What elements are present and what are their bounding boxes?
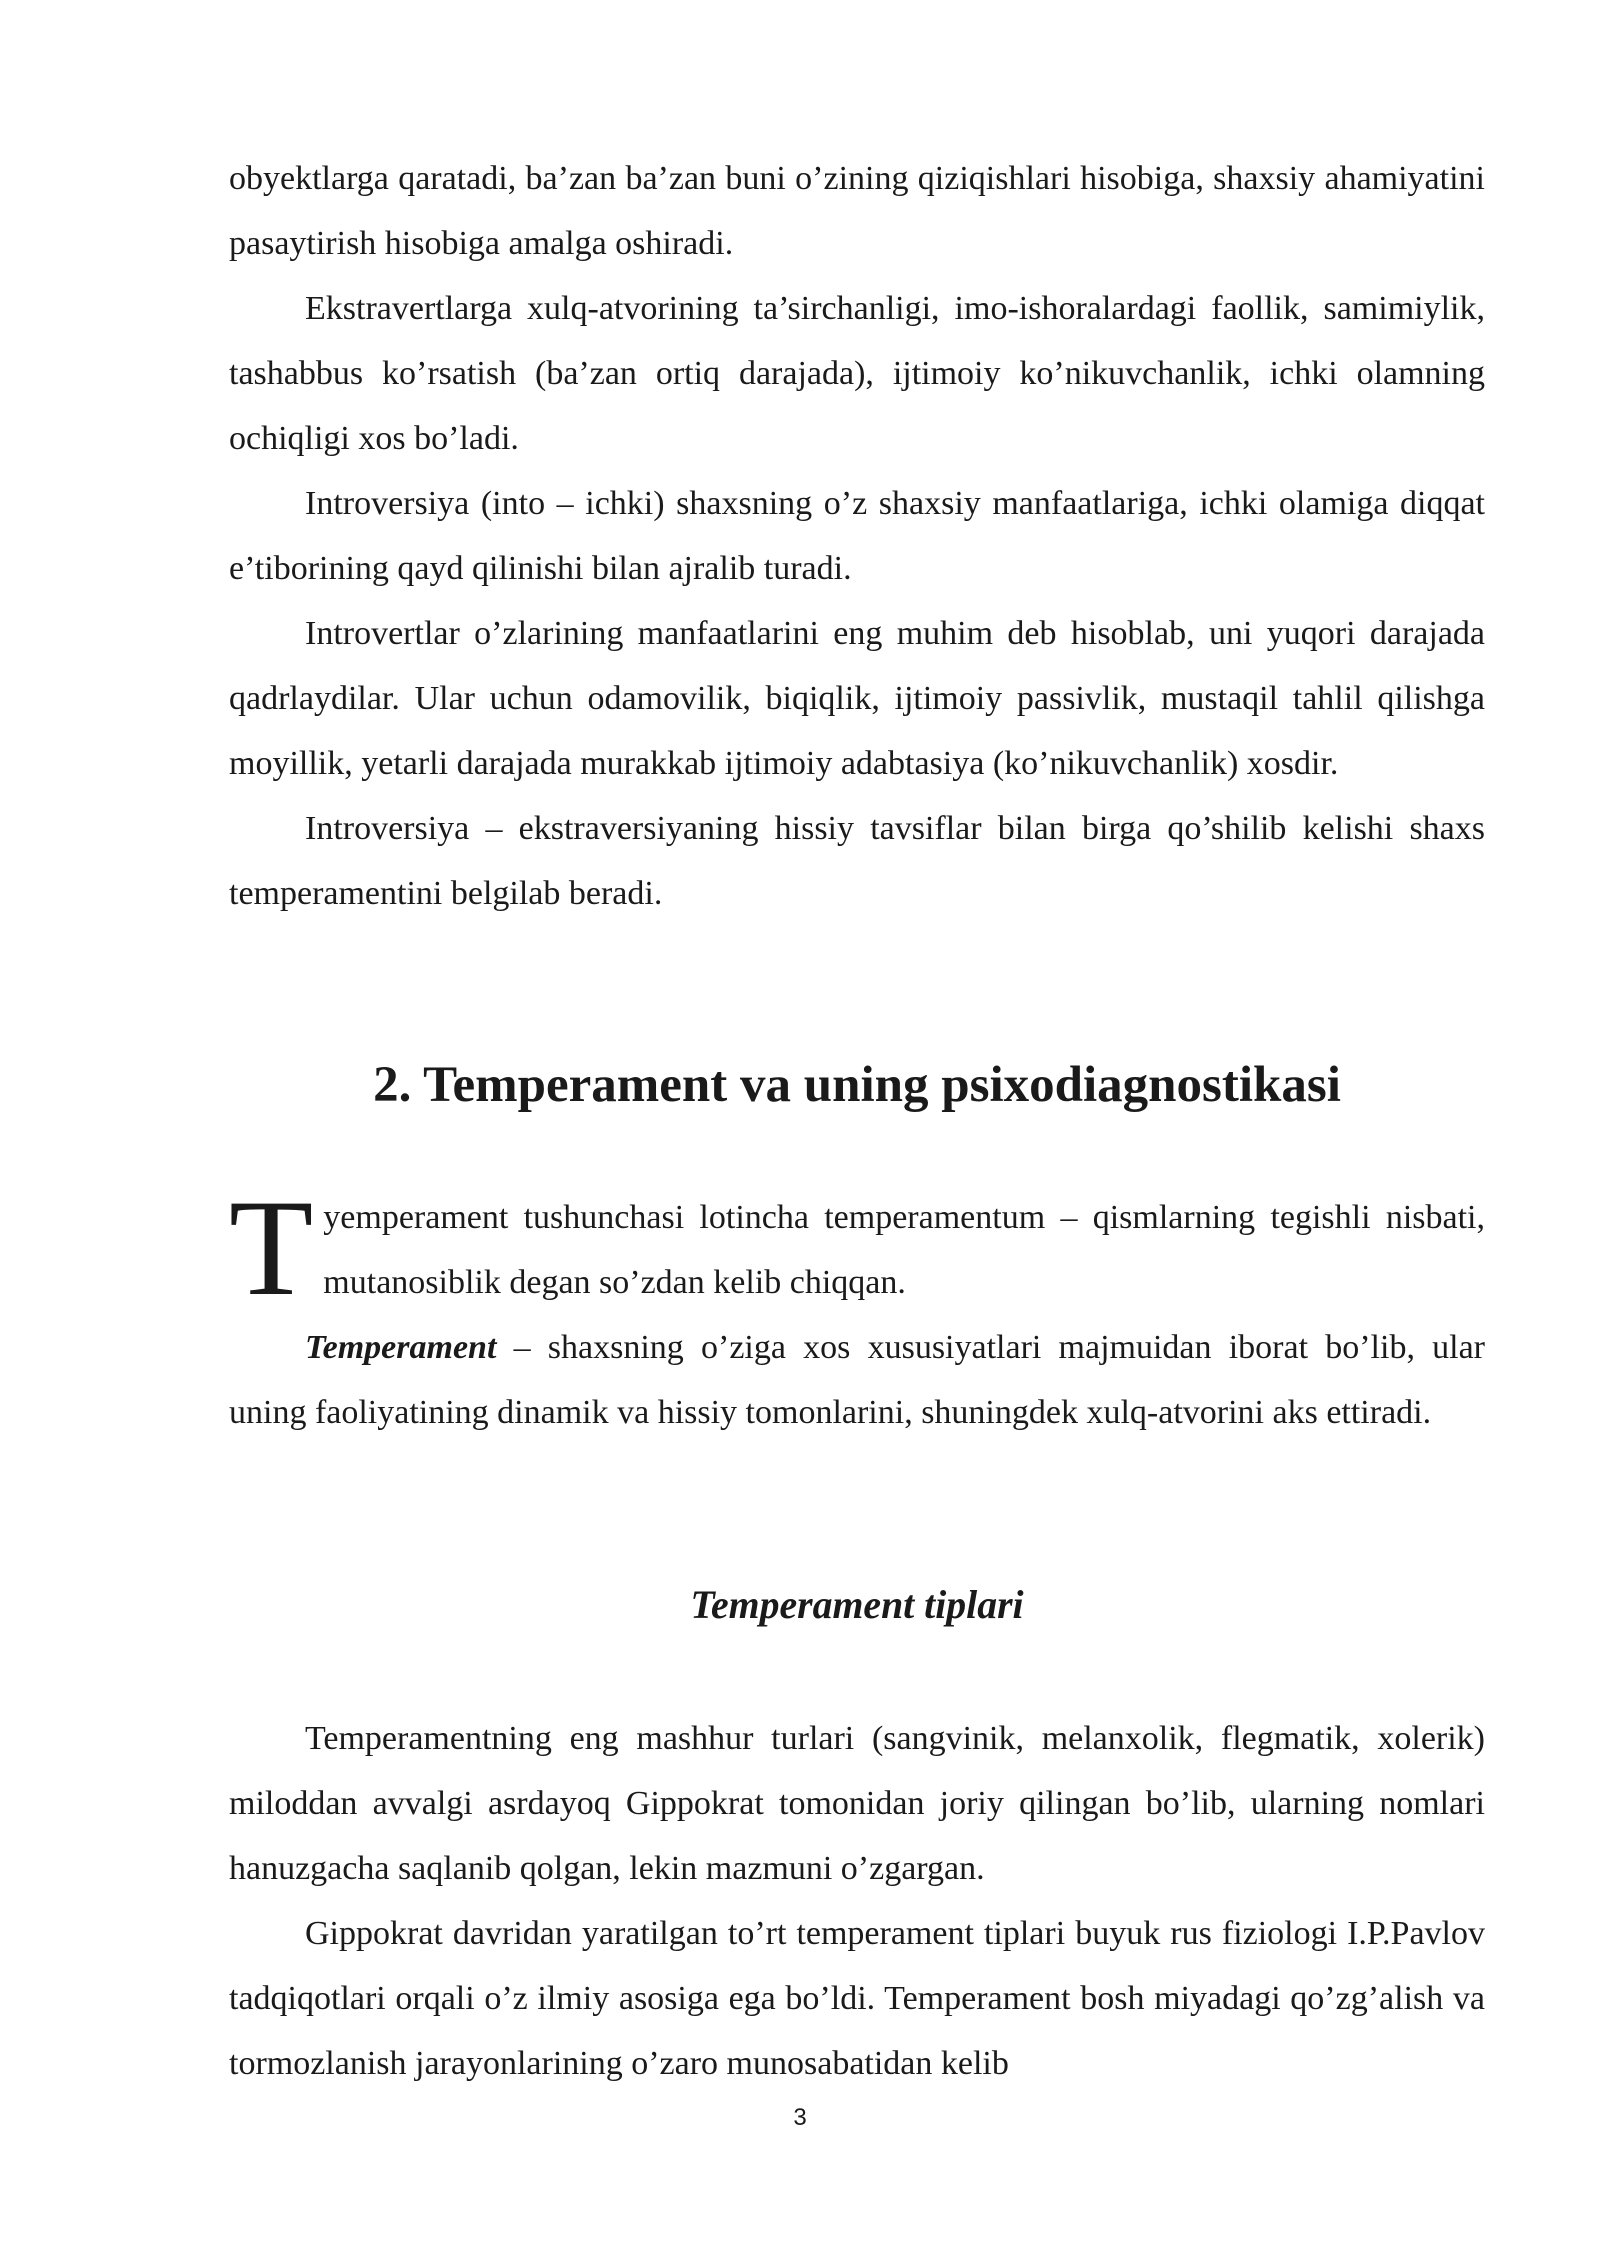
definition-term: Temperament xyxy=(305,1329,497,1366)
subsection-heading: Temperament tiplari xyxy=(690,1583,1024,1627)
paragraph-introversion-extraversion: Introversiya – ekstraversiyaning hissiy tavsiflar bilan birga qo’shilib kelishi shaxs temperamentini belgilab beradi. xyxy=(229,810,1485,912)
paragraph-pavlov: Gippokrat davridan yaratilgan to’rt temperament tiplari buyuk rus fiziologi I.P.Pavlov tadqiqotlari orqali o’z ilmiy asosiga ega bo’ldi. Temperament bosh miyadagi qo’zg’alish va tormozlanish jarayonlarining o’zaro munosabatidan kelib xyxy=(229,1915,1485,2082)
section-heading: 2. Temperament va uning psixodiagnostikasi xyxy=(373,1057,1341,1113)
paragraph-introverts: Introvertlar o’zlarining manfaatlarini eng muhim deb hisoblab, uni yuqori darajada qadrlaydilar. Ular uchun odamovilik, biqiqlik, ijtimoiy passivlik, mustaqil tahlil qilishga moyillik, yetarli darajada murakkab ijtimoiy adabtasiya (ko’nikuvchanlik) xosdir. xyxy=(229,615,1485,782)
section-3-text xyxy=(229,1706,1485,2096)
etymology-text: yemperament tushunchasi lotincha temperamentum – qismlarning tegishli nisbati, mutanosiblik degan so’zdan kelib chiqqan. xyxy=(323,1199,1485,1301)
page-number: 3 xyxy=(793,2104,807,2131)
drop-cap-letter: T xyxy=(229,1171,314,1324)
section-1-text xyxy=(229,146,1485,926)
paragraph-introversion: Introversiya (into – ichki) shaxsning o’z shaxsiy manfaatlariga, ichki olamiga diqqat e’tiborining qayd qilinishi bilan ajralib turadi. xyxy=(229,485,1485,587)
definition-text: – shaxsning o’ziga xos xususiyatlari majmuidan iborat bo’lib, ular uning faoliyatining dinamik va hissiy tomonlarini, shuningdek xulq-atvorini aks ettiradi. xyxy=(229,1329,1485,1431)
section-2-text xyxy=(229,1171,1485,1445)
paragraph-extraverts: Ekstravertlarga xulq-atvorining ta’sirchanligi, imo-ishoralardagi faollik, samimiylik, tashabbus ko’rsatish (ba’zan ortiq darajada), ijtimoiy ko’nikuvchanlik, ichki olamning ochiqligi xos bo’ladi. xyxy=(229,290,1485,457)
paragraph-temperament-types: Temperamentning eng mashhur turlari (sangvinik, melanxolik, flegmatik, xolerik) miloddan avvalgi asrdayoq Gippokrat tomonidan joriy qilingan bo’lib, ularning nomlari hanuzgacha saqlanib qolgan, lekin mazmuni o’zgargan. xyxy=(229,1720,1485,1887)
paragraph-temperament-etymology xyxy=(229,1171,1485,1324)
paragraph-temperament-definition xyxy=(229,1315,1485,1445)
paragraph-continuation: obyektlarga qaratadi, ba’zan ba’zan buni o’zining qiziqishlari hisobiga, shaxsiy ahamiyatini pasaytirish hisobiga amalga oshiradi. xyxy=(229,160,1485,262)
